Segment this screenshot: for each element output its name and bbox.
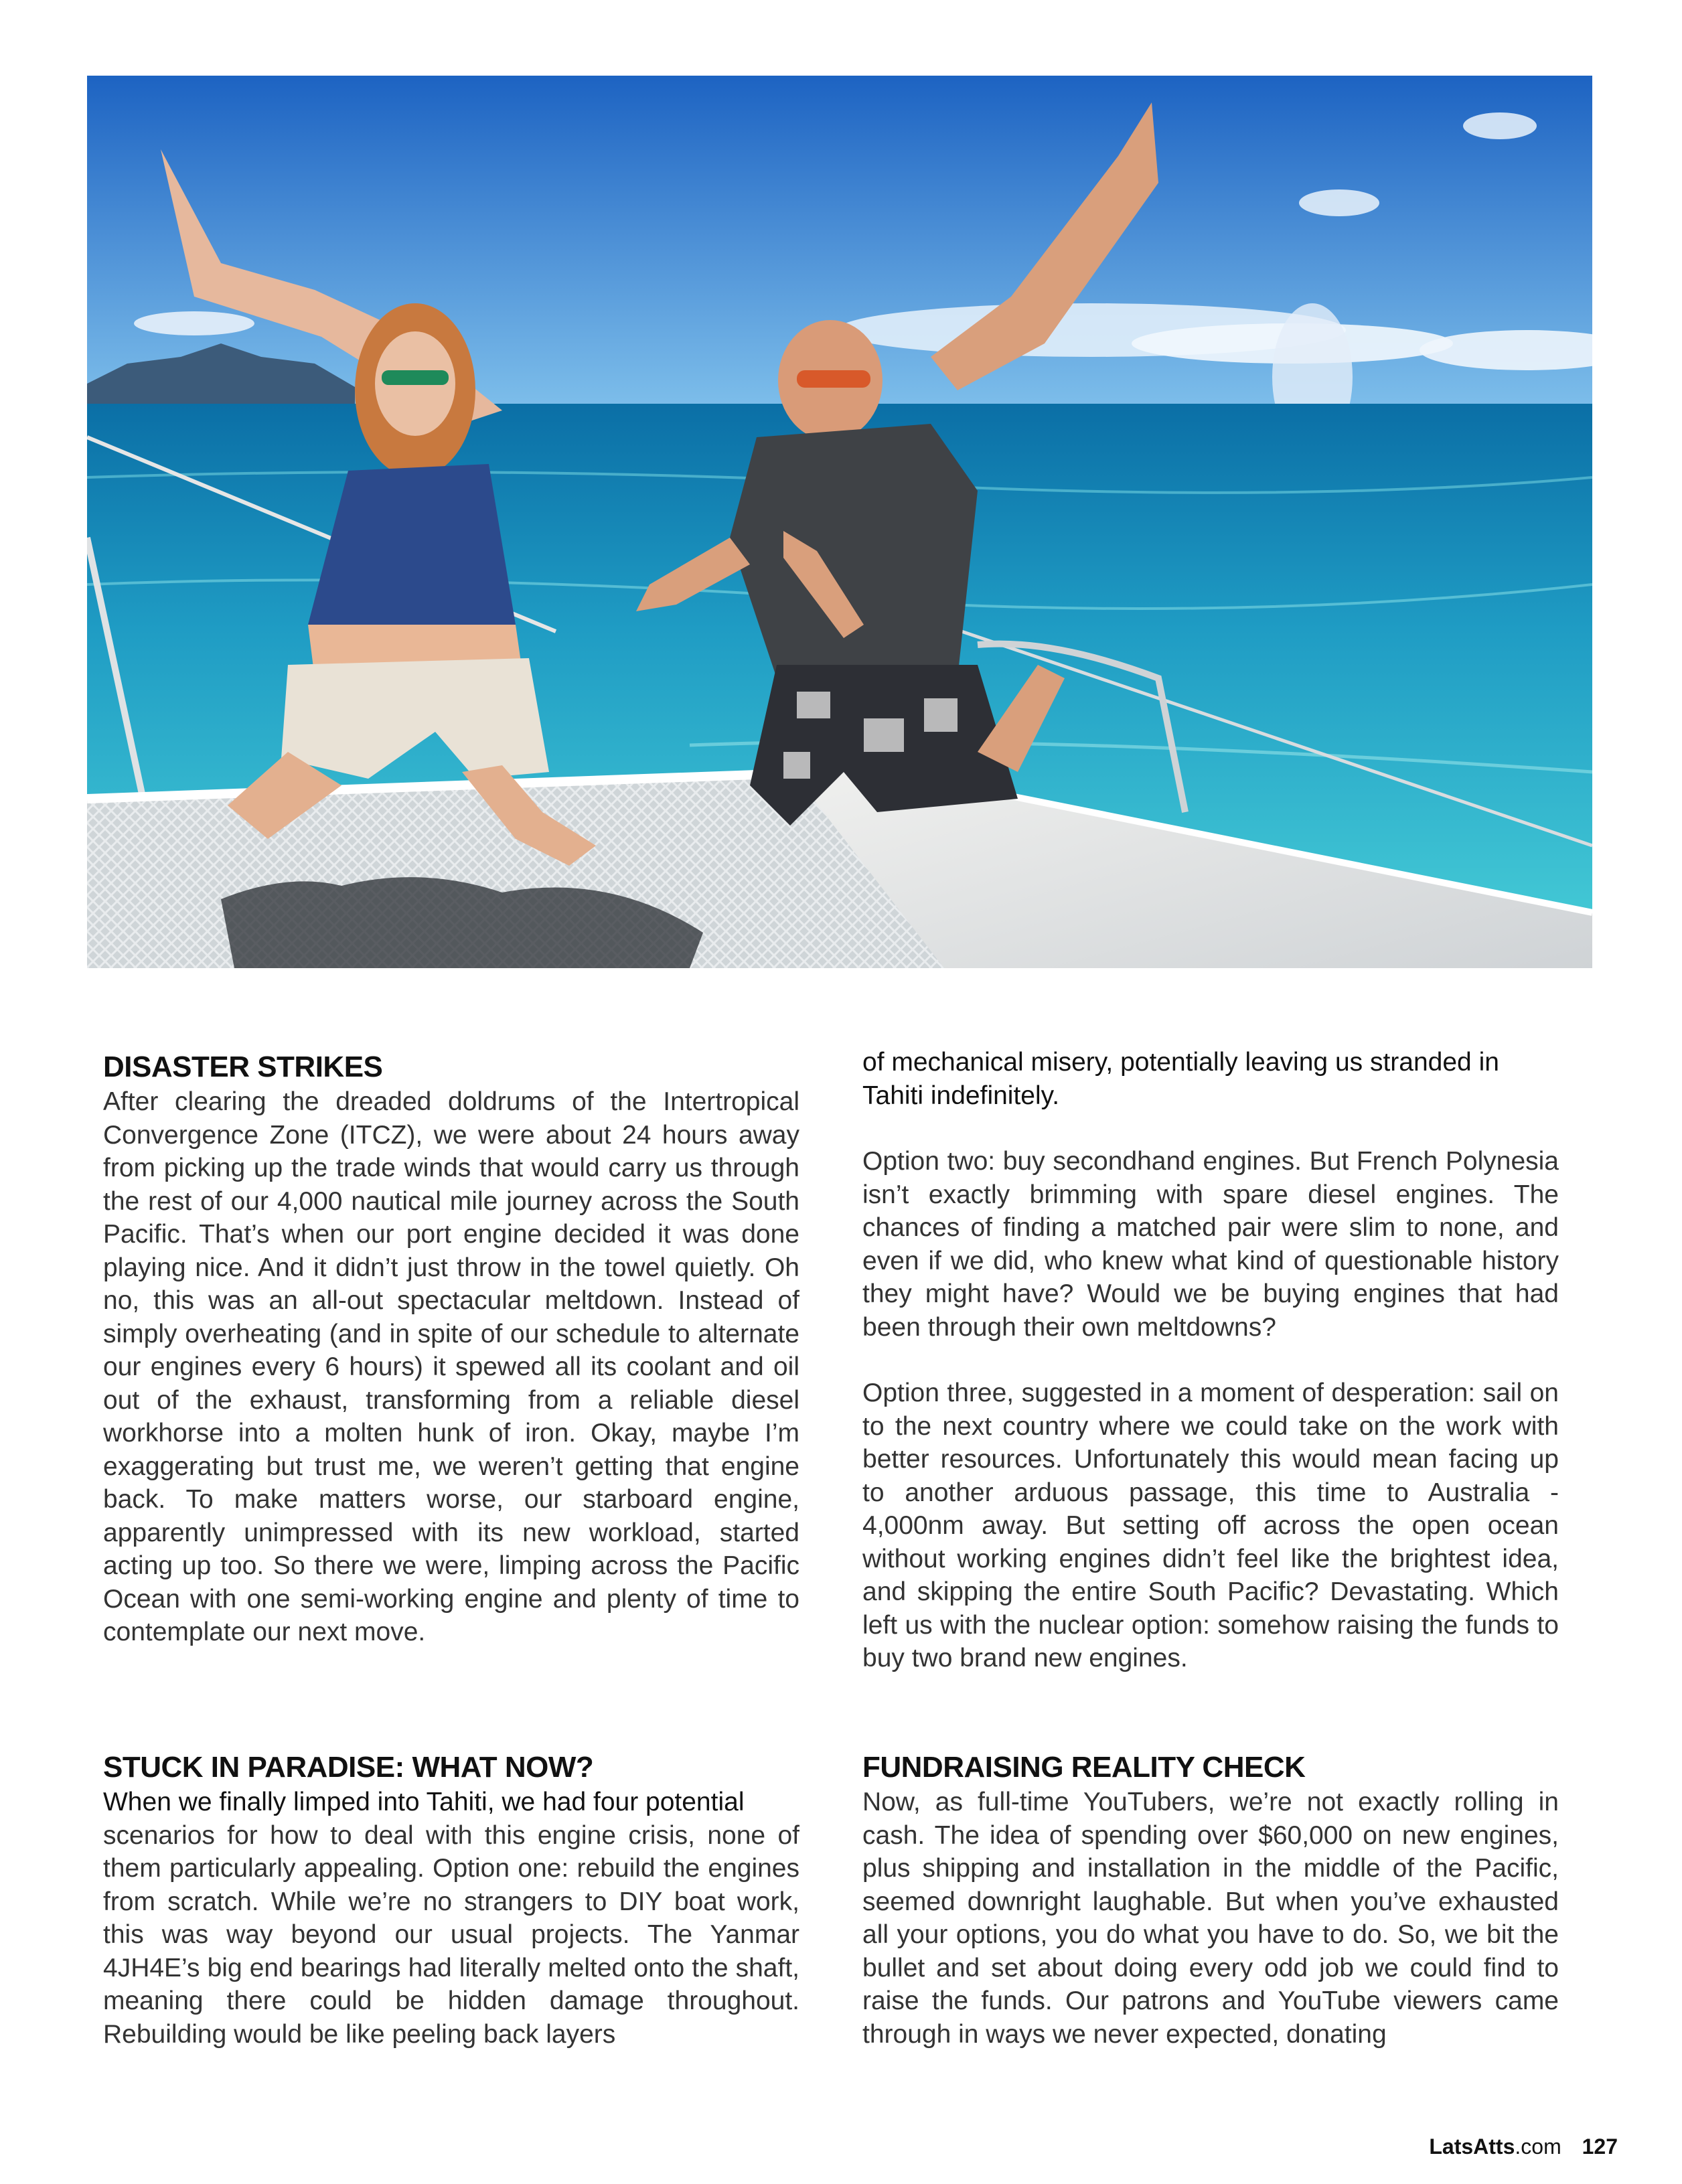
fundraising-body: Now, as full-time YouTubers, we’re not exactly rolling in cash. The idea of spending over $60,000 on new engines, plus shipping and installation in the middle of the Pacific, seemed downright laughable. But when you’ve exhausted all your options, you do what you have to do. So, we bit the bullet and set about doing every odd job we could find to raise the funds. Our patrons and YouTube viewers came through in ways we never expected, donating: [862, 1788, 1559, 2049]
right-column: [862, 1046, 1559, 1675]
stuck-in-paradise-lead: When we finally limped into Tahiti, we had four potential: [103, 1788, 745, 1816]
option-three-paragraph: Option three, suggested in a moment of desperation: sail on to the next country where we could take on the work with better resources. Unfortunately this would mean facing up to another arduous passage, this time to Australia - 4,000nm away. But setting off across the open ocean without working engines didn’t feel like the brightest idea, and skipping the entire South Pacific? Devastating. Which left us with the nuclear option: somehow raising the funds to buy two brand new engines.: [862, 1379, 1559, 1672]
left-column: [103, 1049, 799, 1649]
right-column-section3: [862, 1749, 1559, 2051]
disaster-strikes-body: After clearing the dreaded doldrums of the Intertropical Convergence Zone (ITCZ), we were about 24 hours away from picking up the trade winds that would carry us through the rest of our 4,000 nautical mile journey across the South Pacific. That’s when our port engine decided it was done playing nice. And it didn’t just throw in the towel quietly. Oh no, this was an all-out spectacular meltdown. Instead of simply overheating (and in spite of our schedule to alternate our engines every 6 hours) it spewed all its coolant and oil out of the exhaust, transforming from a reliable diesel workhorse into a molten hunk of iron. Okay, maybe I’m exaggerating but trust me, we weren’t getting that engine back. To make matters worse, our starboard engine, apparently unimpressed with its new workload, started acting up too. So there we were, limping across the Pacific Ocean with one semi-working engine and plenty of time to contemplate our next move.: [103, 1087, 799, 1646]
option-two-paragraph: Option two: buy secondhand engines. But French Polynesia isn’t exactly brimming with spare diesel engines. The chances of finding a matched pair were slim to none, and even if we did, who knew what kind of questionable history they might have? Would we be buying engines that had been through their own meltdowns?: [862, 1147, 1559, 1342]
page-footer: [1429, 2134, 1618, 2159]
section-heading-disaster-strikes: DISASTER STRIKES: [103, 1050, 383, 1083]
continued-paragraph: of mechanical misery, potentially leaving us stranded in Tahiti indefinitely.: [862, 1048, 1499, 1110]
hero-photo: [87, 76, 1592, 968]
page-number: 127: [1582, 2134, 1618, 2159]
section-heading-fundraising: FUNDRAISING REALITY CHECK: [862, 1751, 1306, 1784]
site-name-bold: LatsAtts: [1429, 2134, 1515, 2159]
left-column-section2: [103, 1749, 799, 2051]
section-heading-stuck-in-paradise: STUCK IN PARADISE: WHAT NOW?: [103, 1751, 594, 1784]
site-name-suffix: .com: [1515, 2134, 1561, 2159]
hero-photo-illustration: [87, 76, 1592, 968]
site-name: [1429, 2134, 1561, 2159]
stuck-in-paradise-body: scenarios for how to deal with this engine crisis, none of them particularly appealing. Option one: rebuild the engines from scratch. While we’re no strangers to DIY boat work, this was way beyond our usual projects. The Yanmar 4JH4E’s big end bearings had literally melted onto the shaft, meaning there could be hidden damage throughout. Rebuilding would be like peeling back layers: [103, 1820, 799, 2049]
